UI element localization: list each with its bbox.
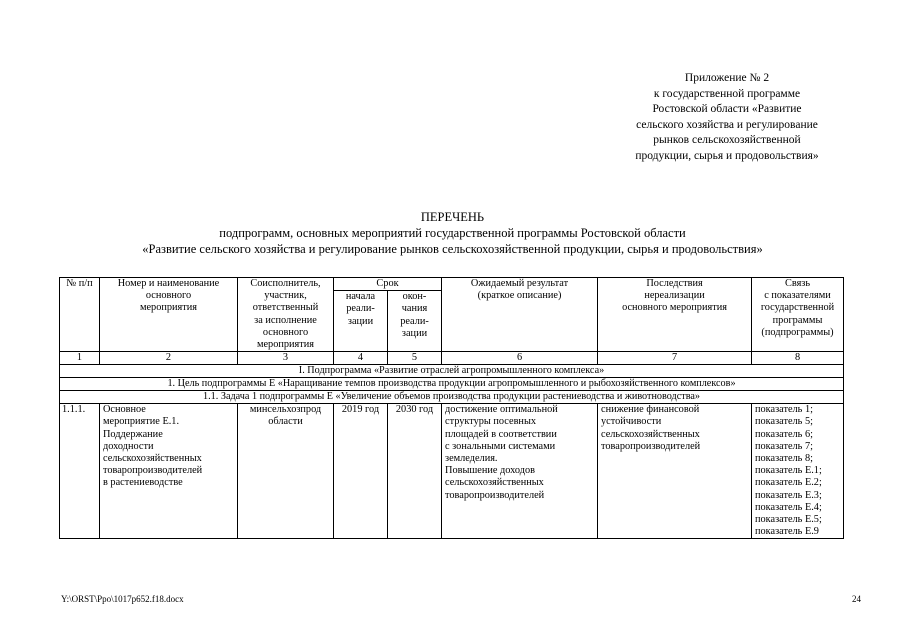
header-num: № п/п (60, 278, 100, 352)
section-title: I. Подпрограмма «Развитие отраслей агропромышленного комплекса» (60, 365, 844, 378)
column-number: 4 (334, 352, 388, 365)
row-expected-result: достижение оптимальной структуры посевных площадей в соответствии с зональными системами земледелия. Повышение доходов сельскохозяйственных товаропроизводителей (442, 404, 598, 539)
appendix-line: к государственной программе (653, 87, 801, 100)
column-number: 1 (60, 352, 100, 365)
task-title: 1.1. Задача 1 подпрограммы Е «Увеличение объемов производства продукции растениеводства и животноводства» (60, 391, 844, 404)
column-number-row (60, 352, 844, 365)
appendix-line: продукции, сырья и продовольствия» (635, 149, 819, 162)
document-title (0, 209, 905, 257)
column-number: 8 (752, 352, 844, 365)
row-indicators: показатель 1; показатель 5; показатель 6; показатель 7; показатель 8; показатель Е.1; показатель Е.2; показатель Е.3; показатель Е.4; показатель Е.5; показатель Е.9 (752, 404, 844, 539)
file-path: Y:\ORST\Ppo\1017p652.f18.docx (61, 594, 184, 604)
table-row (60, 404, 844, 539)
header-end: окон- чания реали- зации (388, 291, 442, 352)
page-number: 24 (852, 594, 861, 604)
appendix-block (597, 71, 857, 165)
row-end-year: 2030 год (388, 404, 442, 539)
title-line: подпрограмм, основных мероприятий государственной программы Ростовской области (219, 226, 686, 240)
appendix-line: Ростовской области «Развитие (652, 103, 802, 116)
header-result: Ожидаемый результат (краткое описание) (442, 278, 598, 352)
task-row (60, 391, 844, 404)
header-row (60, 278, 844, 291)
measures-table (59, 277, 844, 539)
row-measure-name: Основное мероприятие Е.1. Поддержание доходности сельскохозяйственных товаропроизводителей в растениеводстве (100, 404, 238, 539)
row-executor: минсельхозпрод области (238, 404, 334, 539)
section-row (60, 365, 844, 378)
header-term: Срок (334, 278, 442, 291)
column-number: 6 (442, 352, 598, 365)
appendix-line: сельского хозяйства и регулирование (636, 118, 818, 131)
header-executor: Соисполнитель, участник, ответственный за исполнение основного мероприятия (238, 278, 334, 352)
header-consequence: Последствия нереализации основного мероприятия (598, 278, 752, 352)
column-number: 3 (238, 352, 334, 365)
title-heading: ПЕРЕЧЕНЬ (420, 210, 485, 224)
header-indicators: Связь с показателями государственной программы (подпрограммы) (752, 278, 844, 352)
appendix-line: Приложение № 2 (684, 72, 770, 84)
row-number: 1.1.1. (60, 404, 100, 539)
column-number: 2 (100, 352, 238, 365)
goal-title: 1. Цель подпрограммы Е «Наращивание темпов производства продукции агропромышленного и рыбохозяйственного комплексов» (60, 378, 844, 391)
column-number: 7 (598, 352, 752, 365)
title-line: «Развитие сельского хозяйства и регулирование рынков сельскохозяйственной продукции, сырья и продовольствия» (142, 242, 763, 256)
header-name: Номер и наименование основного мероприятия (100, 278, 238, 352)
header-start: начала реали- зации (334, 291, 388, 352)
goal-row (60, 378, 844, 391)
row-start-year: 2019 год (334, 404, 388, 539)
appendix-line: рынков сельскохозяйственной (653, 134, 801, 147)
row-consequence: снижение финансовой устойчивости сельскохозяйственных товаропроизводителей (598, 404, 752, 539)
column-number: 5 (388, 352, 442, 365)
